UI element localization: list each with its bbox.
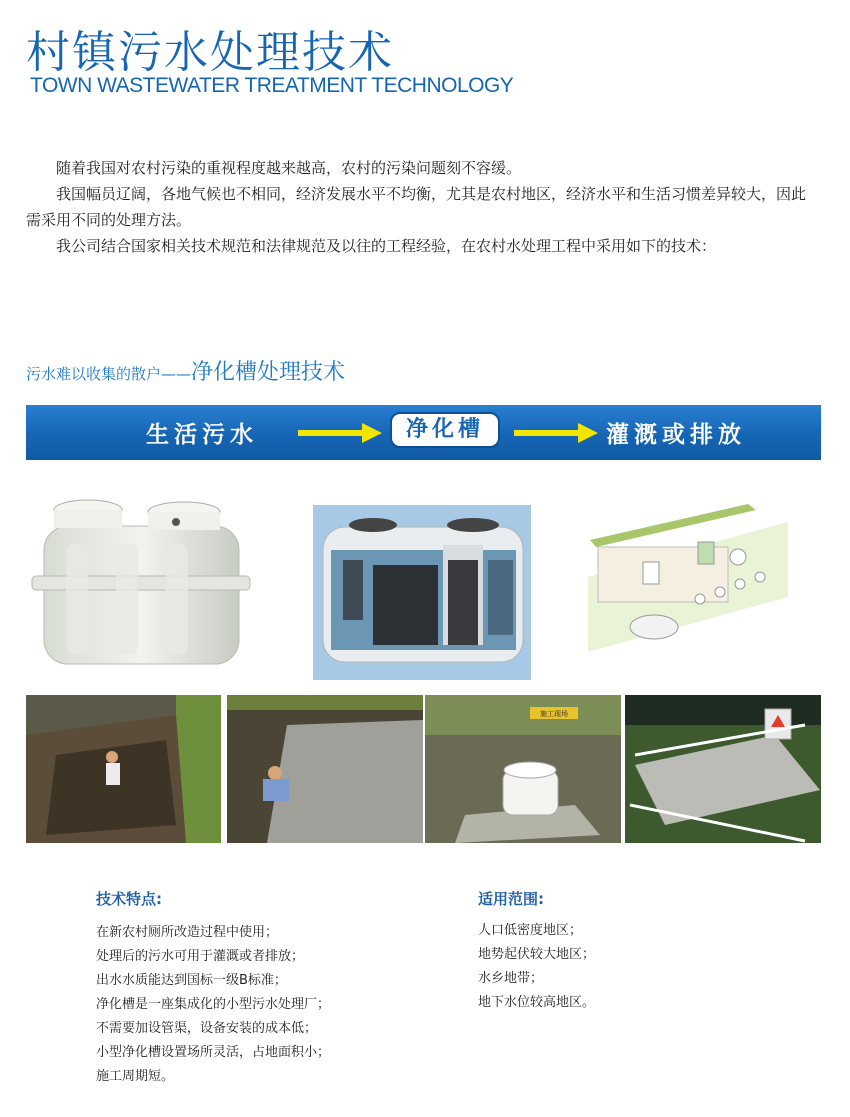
tank-installation-photo (425, 695, 621, 843)
section-title: 净化槽处理技术 (191, 360, 346, 385)
flow-step-tank: 净化槽 (390, 412, 500, 448)
flow-step-discharge: 灌溉或排放 (606, 422, 746, 448)
scope-list (478, 919, 595, 1015)
list-item: 地势起伏较大地区； (478, 947, 596, 962)
excavation-photo (26, 695, 221, 843)
construction-sign-text: 施工现场 (540, 710, 568, 718)
arrow-right-icon (298, 422, 382, 444)
concrete-base-photo (227, 695, 423, 843)
list-item: 在新农村厕所改造过程中使用； (96, 925, 279, 940)
features-list (96, 921, 330, 1089)
list-item: 地下水位较高地区。 (478, 995, 596, 1010)
tank-cutaway-photo (313, 505, 531, 680)
list-item: 处理后的污水可用于灌溉或者排放； (96, 949, 305, 964)
list-item: 水乡地带； (478, 971, 544, 986)
features-title: 技术特点: (96, 890, 162, 908)
section-heading (26, 355, 345, 386)
list-item: 人口低密度地区； (478, 923, 583, 938)
intro-paragraph: 我公司结合国家相关技术规范和法律规范及以往的工程经验，在农村水处理工程中采用如下的技术： (56, 237, 717, 255)
list-item: 出水水质能达到国标一级B标准； (96, 973, 287, 988)
scope-title: 适用范围: (478, 890, 544, 908)
list-item: 净化槽是一座集成化的小型污水处理厂； (96, 997, 331, 1012)
flow-step-sewage: 生活污水 (146, 422, 258, 448)
intro-paragraph: 我国幅员辽阔，各地气候也不相同，经济发展水平不均衡，尤其是农村地区，经济水平和生活习惯差异较大，因此需采用不同的处理方法。 (26, 185, 807, 229)
page-subtitle: TOWN WASTEWATER TREATMENT TECHNOLOGY (30, 74, 514, 97)
tank-product-photo (26, 494, 256, 669)
fenced-tank-photo (625, 695, 821, 843)
arrow-right-icon (514, 422, 598, 444)
process-flow-banner (26, 405, 821, 460)
intro-text (26, 155, 816, 259)
list-item: 不需要加设管渠，设备安装的成本低； (96, 1021, 318, 1036)
section-prefix: 污水难以收集的散户—— (26, 365, 192, 383)
page-title: 村镇污水处理技术 (26, 27, 394, 78)
list-item: 小型净化槽设置场所灵活，占地面积小； (96, 1045, 331, 1060)
list-item: 施工周期短。 (96, 1069, 175, 1084)
household-drainage-illustration (588, 502, 788, 662)
intro-paragraph: 随着我国对农村污染的重视程度越来越高，农村的污染问题刻不容缓。 (56, 159, 522, 177)
